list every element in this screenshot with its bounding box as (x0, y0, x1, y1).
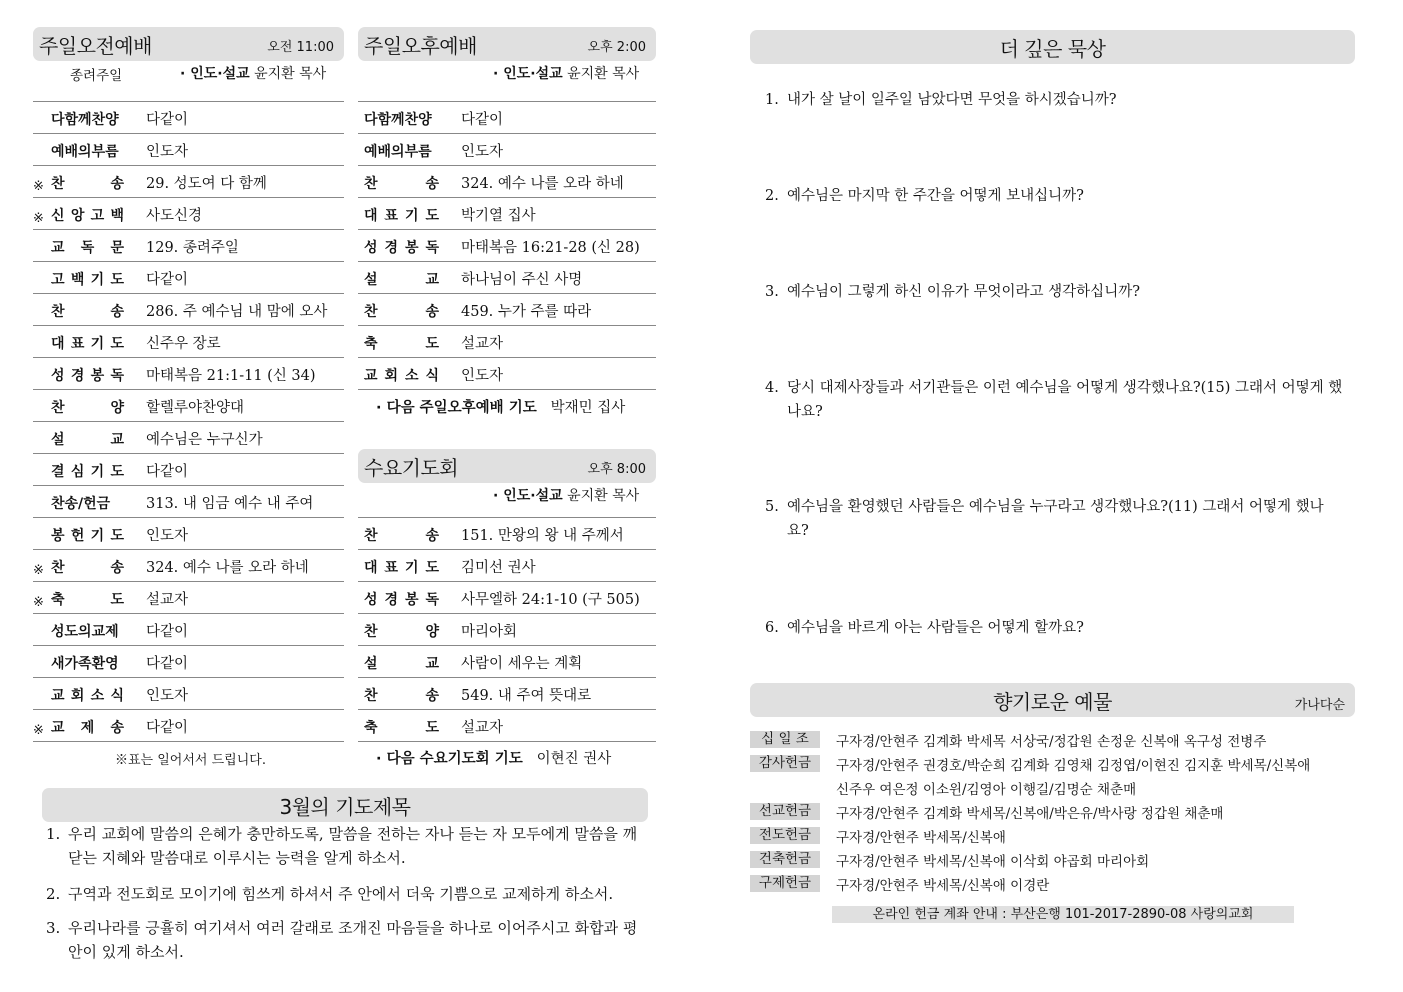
wednesday-next-prayer: · 다음 수요기도회 기도 이현진 권사 (376, 751, 612, 767)
offering-row (750, 801, 1350, 825)
order-label: 찬송/헌금 (51, 496, 111, 512)
order-value: 151. 만왕의 왕 내 주께서 (461, 528, 624, 544)
morning-leader-name: 윤지환 목사 (254, 66, 327, 82)
offering-donors: 구자경/안현주 권경호/박순희 김계화 김영채 김정엽/이현진 김지훈 박세목/신복애 (836, 758, 1311, 774)
question-text: 예수님이 그렇게 하신 이유가 무엇이라고 생각하십니까? (787, 284, 1140, 300)
order-row (33, 326, 344, 358)
order-label: 찬 송 (364, 304, 439, 320)
order-label: 설 교 (364, 272, 439, 288)
order-value: 다같이 (146, 720, 189, 736)
order-value: 설교자 (461, 336, 504, 352)
wednesday-order-list (358, 517, 656, 742)
order-value: 설교자 (146, 592, 189, 608)
order-row (33, 422, 344, 454)
order-value: 다같이 (146, 464, 189, 480)
offering-order: 가나다순 (1294, 698, 1345, 713)
afternoon-service-title: 주일오후예배 (364, 34, 477, 58)
order-label: 축 도 (51, 592, 124, 608)
order-value: 인도자 (461, 368, 504, 384)
order-row (33, 518, 344, 550)
meditation-question (765, 376, 1345, 424)
standing-mark: ※ (33, 179, 44, 194)
standing-mark: ※ (33, 723, 44, 738)
order-label: 성 경 봉 독 (51, 368, 124, 384)
order-value: 다같이 (461, 112, 504, 128)
meditation-question (765, 495, 1345, 543)
order-label: 성도의교제 (51, 624, 119, 640)
question-text: 예수님을 바르게 아는 사람들은 어떻게 할까요? (787, 620, 1084, 636)
offering-header (750, 683, 1355, 717)
wednesday-leader-label: 인도·설교 (503, 488, 563, 504)
wednesday-service-header (358, 449, 656, 483)
question-text: 내가 살 날이 일주일 남았다면 무엇을 하시겠습니까? (787, 92, 1117, 108)
offering-row (750, 849, 1350, 873)
order-value: 인도자 (146, 688, 189, 704)
order-row (33, 166, 344, 198)
order-label: 결 심 기 도 (51, 464, 124, 480)
order-row (33, 262, 344, 294)
order-row (358, 198, 656, 230)
order-label: 교 독 문 (51, 240, 124, 256)
online-offering-account: 온라인 헌금 계좌 안내 : 부산은행 101-2017-2890-08 사랑의교회 (832, 906, 1294, 923)
offering-donors: 구자경/안현주 김계화 박세목/신복애/박은유/박사랑 정갑원 채춘매 (836, 806, 1224, 822)
order-label: 고 백 기 도 (51, 272, 124, 288)
order-row (33, 230, 344, 262)
standing-note: ※표는 일어서서 드립니다. (115, 753, 266, 768)
order-row (358, 134, 656, 166)
order-label: 신 앙 고 백 (51, 208, 124, 224)
standing-mark: ※ (33, 595, 44, 610)
prayer-topic (46, 882, 646, 906)
order-label: 대 표 기 도 (364, 560, 439, 576)
morning-subtitle: 종려주일 (70, 68, 123, 84)
afternoon-next-prayer: · 다음 주일오후예배 기도 박재민 집사 (376, 400, 626, 416)
prayer-topic (46, 916, 646, 964)
order-value: 459. 누가 주를 따라 (461, 304, 592, 320)
order-row (33, 710, 344, 742)
order-value: 129. 종려주일 (146, 240, 239, 256)
order-row (33, 582, 344, 614)
order-value: 마태복음 16:21-28 (신 28) (461, 240, 640, 256)
order-label: 대 표 기 도 (51, 336, 124, 352)
offering-donors: 구자경/안현주 박세목/신복애 이삭회 야곱회 마리아회 (836, 854, 1150, 870)
question-number: 6. (765, 620, 779, 636)
order-value: 사무엘하 24:1-10 (구 505) (461, 592, 640, 608)
order-label: 대 표 기 도 (364, 208, 439, 224)
offering-donors-continued: 신주우 여은정 이소윈/김영아 이행길/김명순 채춘매 (836, 782, 1137, 798)
order-row (358, 326, 656, 358)
order-value: 할렐루야찬양대 (146, 400, 245, 416)
order-value: 사람이 세우는 계획 (461, 656, 583, 672)
order-value: 인도자 (461, 144, 504, 160)
order-label: 예배의부름 (364, 144, 432, 160)
order-label: 축 도 (364, 336, 439, 352)
order-row (33, 454, 344, 486)
question-number: 3. (765, 284, 779, 300)
wednesday-service-time: 오후 8:00 (587, 462, 646, 477)
order-row (358, 102, 656, 134)
order-label: 찬 송 (51, 304, 124, 320)
offering-row (750, 873, 1350, 897)
order-value: 다같이 (146, 272, 189, 288)
order-row (33, 390, 344, 422)
order-label: 설 교 (364, 656, 439, 672)
order-row (358, 646, 656, 678)
order-value: 인도자 (146, 144, 189, 160)
afternoon-service-time: 오후 2:00 (587, 40, 646, 55)
offering-donors: 구자경/안현주 박세목/신복애 이경란 (836, 878, 1050, 894)
order-row (358, 614, 656, 646)
order-row (33, 102, 344, 134)
wednesday-leader-name: 윤지환 목사 (567, 488, 640, 504)
order-row (33, 486, 344, 518)
wednesday-next-name: 이현진 권사 (536, 751, 612, 767)
order-value: 324. 예수 나를 오라 하네 (461, 176, 624, 192)
meditation-question (765, 616, 1345, 640)
order-row (358, 518, 656, 550)
meditation-question (765, 88, 1345, 112)
order-value: 다같이 (146, 656, 189, 672)
morning-order-list (33, 101, 344, 742)
offering-category: 선교헌금 (750, 803, 820, 820)
question-number: 2. (765, 188, 779, 204)
standing-mark: ※ (33, 211, 44, 226)
offering-row (750, 729, 1350, 753)
order-row (33, 550, 344, 582)
standing-mark: ※ (33, 563, 44, 578)
order-value: 하나님이 주신 사명 (461, 272, 583, 288)
question-text: 예수님은 마지막 한 주간을 어떻게 보내십니까? (787, 188, 1084, 204)
prayer-topics-header (42, 788, 648, 822)
order-row (358, 678, 656, 710)
order-label: 찬 송 (364, 688, 439, 704)
order-label: 예배의부름 (51, 144, 119, 160)
order-label: 봉 헌 기 도 (51, 528, 124, 544)
order-label: 찬 양 (51, 400, 124, 416)
order-row (358, 358, 656, 390)
order-value: 286. 주 예수님 내 맘에 오사 (146, 304, 328, 320)
order-value: 549. 내 주여 뜻대로 (461, 688, 592, 704)
afternoon-order-list (358, 101, 656, 390)
meditation-header (750, 30, 1355, 64)
order-value: 신주우 장로 (146, 336, 221, 352)
order-label: 찬 송 (51, 560, 124, 576)
order-value: 마태복음 21:1-11 (신 34) (146, 368, 316, 384)
order-value: 박기열 집사 (461, 208, 536, 224)
afternoon-next-label: 다음 주일오후예배 기도 (386, 400, 537, 416)
order-label: 찬 송 (364, 528, 439, 544)
order-row (358, 166, 656, 198)
order-row (33, 646, 344, 678)
order-value: 인도자 (146, 528, 189, 544)
offering-title: 향기로운 예물 (993, 690, 1112, 714)
order-label: 새가족환영 (51, 656, 119, 672)
order-row (33, 678, 344, 710)
offering-category: 전도헌금 (750, 827, 820, 844)
morning-service-time: 오전 11:00 (267, 40, 334, 55)
order-value: 313. 내 임금 예수 내 주여 (146, 496, 314, 512)
order-row (33, 198, 344, 230)
morning-leader: · 인도·설교 윤지환 목사 (180, 66, 327, 82)
afternoon-leader-name: 윤지환 목사 (567, 66, 640, 82)
order-row (358, 294, 656, 326)
offering-donors: 구자경/안현주 김계화 박세목 서상국/정갑원 손정운 신복애 옥구성 전병주 (836, 734, 1267, 750)
afternoon-leader-label: 인도·설교 (503, 66, 563, 82)
order-label: 찬 송 (364, 176, 439, 192)
afternoon-service-header (358, 27, 656, 61)
offering-category: 감사헌금 (750, 755, 820, 772)
question-number: 4. (765, 380, 779, 396)
offering-row (750, 825, 1350, 849)
order-row (358, 710, 656, 742)
offering-donors: 구자경/안현주 박세목/신복애 (836, 830, 1006, 846)
order-label: 다함께찬양 (364, 112, 432, 128)
morning-service-title: 주일오전예배 (39, 34, 152, 58)
order-row (33, 358, 344, 390)
order-value: 다같이 (146, 112, 189, 128)
meditation-question (765, 184, 1345, 208)
order-label: 찬 양 (364, 624, 439, 640)
offering-category: 건축헌금 (750, 851, 820, 868)
order-label: 설 교 (51, 432, 124, 448)
order-value: 마리아회 (461, 624, 518, 640)
question-number: 5. (765, 499, 779, 515)
afternoon-next-name: 박재민 집사 (550, 400, 626, 416)
order-row (358, 262, 656, 294)
prayer-topic-number: 2. (46, 885, 61, 903)
wednesday-leader: · 인도·설교 윤지환 목사 (493, 488, 640, 504)
afternoon-leader: · 인도·설교 윤지환 목사 (493, 66, 640, 82)
order-label: 교 회 소 식 (364, 368, 439, 384)
morning-leader-label: 인도·설교 (190, 66, 250, 82)
prayer-topic-number: 3. (46, 919, 61, 937)
offering-category: 십 일 조 (750, 731, 820, 748)
order-row (358, 582, 656, 614)
order-label: 찬 송 (51, 176, 124, 192)
order-label: 성 경 봉 독 (364, 592, 439, 608)
order-value: 다같이 (146, 624, 189, 640)
wednesday-service-title: 수요기도회 (364, 456, 459, 480)
question-text: 당시 대제사장들과 서기관들은 이런 예수님을 어떻게 생각했나요?(15) 그래서 어떻게 했나요? (787, 380, 1343, 420)
meditation-title: 더 깊은 묵상 (999, 37, 1106, 61)
order-row (358, 550, 656, 582)
order-value: 예수님은 누구신가 (146, 432, 263, 448)
offering-row (750, 753, 1350, 801)
order-row (33, 294, 344, 326)
prayer-topic-text: 구역과 전도회로 모이기에 힘쓰게 하셔서 주 안에서 더욱 기쁨으로 교제하게 하소서. (68, 885, 614, 903)
prayer-topic-text: 우리나라를 긍휼히 여기셔서 여러 갈래로 조개진 마음들을 하나로 이어주시고 화합과 평안이 있게 하소서. (68, 919, 638, 961)
meditation-question (765, 280, 1345, 304)
prayer-topic-text: 우리 교회에 말씀의 은혜가 충만하도록, 말씀을 전하는 자나 듣는 자 모두에게 말씀을 깨닫는 지혜와 말씀대로 이루시는 능력을 알게 하소서. (68, 825, 638, 867)
prayer-topics-title: 3월의 기도제목 (279, 795, 411, 819)
order-value: 324. 예수 나를 오라 하네 (146, 560, 309, 576)
order-value: 사도신경 (146, 208, 203, 224)
prayer-topic (46, 822, 646, 870)
order-row (33, 134, 344, 166)
order-label: 다함께찬양 (51, 112, 119, 128)
order-row (33, 614, 344, 646)
prayer-topic-number: 1. (46, 825, 61, 843)
offering-category: 구제헌금 (750, 875, 820, 892)
order-label: 교 제 송 (51, 720, 124, 736)
morning-service-header (33, 27, 344, 61)
order-label: 축 도 (364, 720, 439, 736)
wednesday-next-label: 다음 수요기도회 기도 (386, 751, 523, 767)
order-value: 29. 성도여 다 함께 (146, 176, 267, 192)
question-number: 1. (765, 92, 779, 108)
order-value: 설교자 (461, 720, 504, 736)
question-text: 예수님을 환영했던 사람들은 예수님을 누구라고 생각했나요?(11) 그래서 어떻게 했나요? (787, 499, 1324, 539)
order-label: 교 회 소 식 (51, 688, 124, 704)
offering-list (750, 729, 1350, 897)
order-value: 김미선 권사 (461, 560, 536, 576)
order-row (358, 230, 656, 262)
order-label: 성 경 봉 독 (364, 240, 439, 256)
